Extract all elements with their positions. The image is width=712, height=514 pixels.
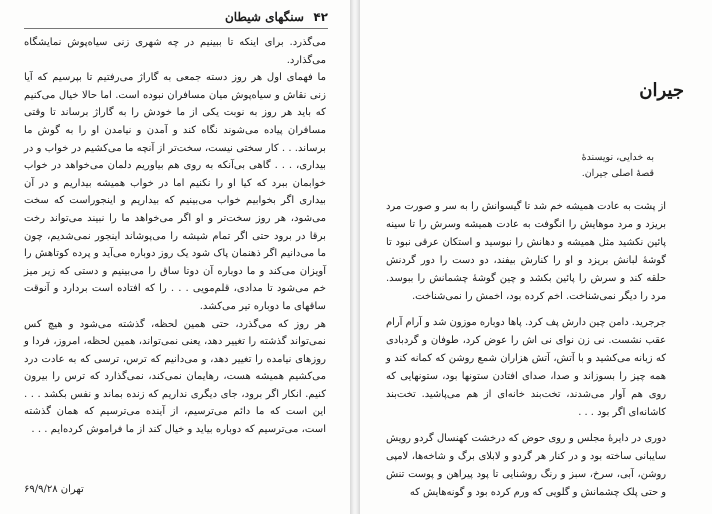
left-page — [0, 0, 350, 514]
dedication-line: قصهٔ اصلی جیران. — [581, 168, 654, 179]
running-title: سنگهای شیطان — [224, 10, 304, 24]
book-gutter — [350, 0, 360, 514]
paragraph: ما فهمای اول هر روز دسته جمعی به گاراژ می‌رفتیم تا بپرسیم که آیا زنی نقاش و سیاه‌پوش میان مسافران نبوده است. اما حالا خیال می‌کنیم که باید هر روز به نوبت یکی از ما خودش را به گاراژ برساند تا وقتی مسافران پیاده می‌شوند نگاه کند و آمدن و نیامدن او را به گوش ما برساند. . . کار سختی نیست، سخت‌تر از آنچه ما می‌کشیم در خواب و در بیداری، . . . گاهی بی‌آنکه به روی هم بیاوریم دلمان می‌خواهد در خواب خوابمان ببرد که کیا او را نکنیم اما در خواب همیشه بیداریم و در آن بیداری اگر بخوابیم خواب می‌بینیم که بیداریم و اینجوراست که سخت می‌شود، هر روز سخت‌تر و او اگر می‌خواهد ما را نبیند می‌تواند رخت برقا در برود حتی اگر تمام شیشه را می‌پوشاند اینجور نمی‌شدیم، چون ما می‌دانیم اگر ذهنمان پاک شود یک روز دوباره می‌آید و پرده کوتاهش را آویزان می‌کند و ما دوباره آن دوتا ساق را می‌بینیم و دستی که زیر میز خم می‌شود تا مدادی، قلم‌مویی . . . را که افتاده است بردارد و آنوقت ساقهای ما دوباره تیر می‌کشد. — [24, 72, 326, 312]
left-page-body — [24, 34, 326, 439]
right-page — [360, 0, 712, 514]
paragraph: می‌گذرد. برای اینکه تا ببینیم در چه شهری زنی سیاه‌پوش نمایشگاه می‌گذارد. — [24, 37, 326, 66]
dedication-line: به خدایی، نویسندهٔ — [581, 152, 654, 163]
right-page-body — [386, 198, 666, 502]
story-title: جیران — [639, 80, 684, 101]
signoff-text: تهران ۶۹/۹/۲۸ — [24, 484, 84, 495]
date-signoff — [24, 482, 326, 504]
paragraph: دوری در دایرهٔ مجلس و روی حوض که درخشت کهنسال گردو رویش سایبانی ساخته بود و در کنار هر گردو و لابلای برگ و شاخه‌ها، لامپی روشن، آبی، سرخ، سبز و رنگ روشنایی تا پود پیراهن و پوست تنش و حتی پلک چشمانش و گلویی که ورم کرده بود و گونه‌هایش که — [386, 433, 666, 498]
running-head — [24, 8, 328, 29]
page-number: ۴۲ — [313, 10, 328, 24]
paragraph: هر روز که می‌گذرد، حتی همین لحظه، گذشته می‌شود و هیچ کس نمی‌تواند گذشته را تغییر دهد، یعنی نمی‌تواند، همین لحظه، امروز، فردا و روزهای نیامده را تغییر دهد، و می‌دانیم که ترس، ترسی که به عادت درد می‌کشیم همیشه هست، رهایمان نمی‌کند، نمی‌گذارد که ترس را بیرون کنیم. انکار اگر برود، جای دیگری نداریم که زنده بماند و نفس بکشد . . . این است که ما دائم می‌ترسیم، از آینده می‌ترسیم که همان گذشته است، می‌ترسیم که دوباره بیاید و خیال کند از ما فراموش کرده‌ایم . . . — [24, 318, 326, 436]
dedication — [582, 150, 654, 182]
paragraph: از پشت به عادت همیشه خم شد تا گیسوانش را به سر و صورت مرد بریزد و مرد موهایش را انگوفت به عادت همیشه وسرش را تا سینه پائین نکشید مثل همیشه و دهانش را نبوسید و استکان عرقی نبود تا گوشهٔ لبانش بریزد و او را کنارش بیفند، دو دست را دور گردنش حلقه کند و سرش را پائین بکشد و چین گوشهٔ چشمانش را ببوسد. مرد را دیگر نمی‌شناخت. اخم کرده بود، اخمش را نمی‌شناخت. — [386, 201, 666, 302]
paragraph: جرجرید. دامن چین دارش پف کرد. پاها دوباره موزون شد و آرام آرام عقب نشست. نی زن نوای نی اش را عوض کرد، طوفان و گردبادی که زبانه می‌کشید و با آتش، آتش هزاران شمع روشن که کمانه کند و همه چیز را بسوزاند و صدا، صدای افتادن ستونها بود، ستونهایی که روی هم آوار می‌شدند، تخت‌بند خانه‌ای از هم می‌پاشید. تخت‌بند کاشانه‌ای اگر بود . . . — [385, 317, 666, 418]
